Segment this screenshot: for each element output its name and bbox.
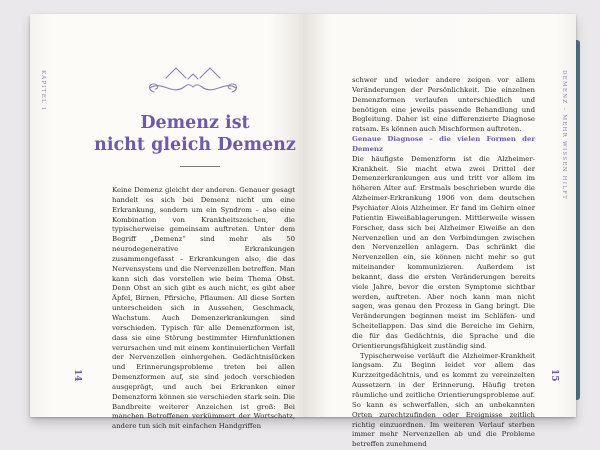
right-body-text	[352, 76, 535, 450]
book-spread	[30, 14, 576, 449]
right-paragraph-top: schwer und wieder andere zeigen vor allem Veränderungen der Persönlichkeit. Die einzelnen Demenzformen verlaufen unterschiedlich und benötigen eine jeweils passende Behandlung und Begleitung. Daher ist eine differenzierte Diagnose ratsam. Es können auch Mischformen auftreten.	[352, 76, 535, 134]
right-paragraph-diagnosis: Die häufigste Demenzform ist die Alzheimer-Krankheit. Sie macht etwa zwei Drittel der Demenzerkrankungen aus und tritt vor allem im höheren Alter auf. Erstmals beschrieben wurde die Alzheimer-Erkrankung 1906 von dem deutschen Psychiater Alois Alzheimer. Er fand im Gehirn einer Patientin Eiweißablagerungen. Mittlerweile wissen Forscher, dass sich bei Alzheimer Eiweiße an den Nervenzellen und an den Verbindungen zwischen den Nervenzellen anlagern. Das schränkt die Nervenzellen ein, sie können nicht mehr so gut miteinander kommunizieren. Außerdem ist bekannt, dass die ersten Veränderungen bereits viele Jahre, bevor die ersten Symptome sichtbar werden, auftreten. Aber noch kann man nicht sagen, was genau den Prozess in Gang bringt. Die Veränderungen beginnen meist im Schläfen- und Scheitellappen. Das sind die Bereiche im Gehirn, die für das Gedächtnis, die Sprache und die Orientierungsfähigkeit zuständig sind.	[352, 154, 535, 350]
left-paragraph: Keine Demenz gleicht der anderen. Genauer gesagt handelt es sich bei Demenz nicht um eine Erkrankung, sondern um ein Syndrom – also eine Kombination von Krankheitszeichen, die typischerweise gemeinsam auftreten. Unter dem Begriff „Demenz“ sind mehr als 50 neurodegenerative Erkrankungen zusammengefasst – Erkrankungen also, die das Nervensystem und die Nervenzellen betreffen. Man kann sich das vorstellen wie beim Thema Obst. Denn Obst an sich gibt es auch nicht, es gibt aber Äpfel, Birnen, Pfirsiche, Pflaumen. All diese Sorten unterscheiden sich in Aussehen, Geschmack, Wachstum. Auch Demenzerkrankungen sind verschieden. Typisch für alle Demenzformen ist, dass sie eine Störung bestimmter Hirnfunktionen verursachen und mit einem kontinuierlichen Verfall der Nervenzellen einhergehen. Gedächtnislücken und Erinnerungsprobleme treten bei allen Demenzformen auf, sie sind jedoch verschieden ausgeprägt, und auch bei Erkranken einer Demenzform können sie verschieden stark sein. Die Bandbreite weiterer Anzeichen ist groß: Bei manchen Betroffenen verkümmert der Wortschatz, andere tun sich mit einfachen Handgriffen	[112, 186, 295, 431]
chapter-title-line-1: Demenz ist	[140, 113, 250, 133]
ornament-icon	[142, 60, 244, 102]
page-number-left: 14	[72, 369, 82, 382]
section-subhead: Genaue Diagnose – die vielen Formen der Demenz	[352, 135, 535, 153]
left-running-head: KAPITEL 1	[40, 70, 46, 112]
chapter-title	[90, 112, 300, 156]
left-body-text	[112, 186, 295, 432]
right-paragraph-course: Typischerweise verläuft die Alzheimer-Krankheit langsam. Zu Beginn leidet vor allem das Kurzzeitgedächtnis, und es kommt zu vereinzelten Aussetzern in der Erinnerung. Häufig treten räumliche und zeitliche Orientierungsprobleme auf. So kann es schwerfallen, sich an unbekannten Orten zurechtzufinden oder Ereignisse zeitlich richtig einzuordnen. Im weiteren Verlauf sterben immer mehr Nervenzellen ab und die Probleme betreffen zunehmend	[352, 351, 535, 449]
chapter-title-line-2: nicht gleich Demenz	[94, 135, 296, 155]
title-divider	[180, 166, 220, 167]
page-number-right: 15	[549, 369, 559, 382]
left-page	[30, 14, 303, 431]
right-running-head: DEMENZ – MEHR WISSEN HILFT	[561, 70, 567, 201]
